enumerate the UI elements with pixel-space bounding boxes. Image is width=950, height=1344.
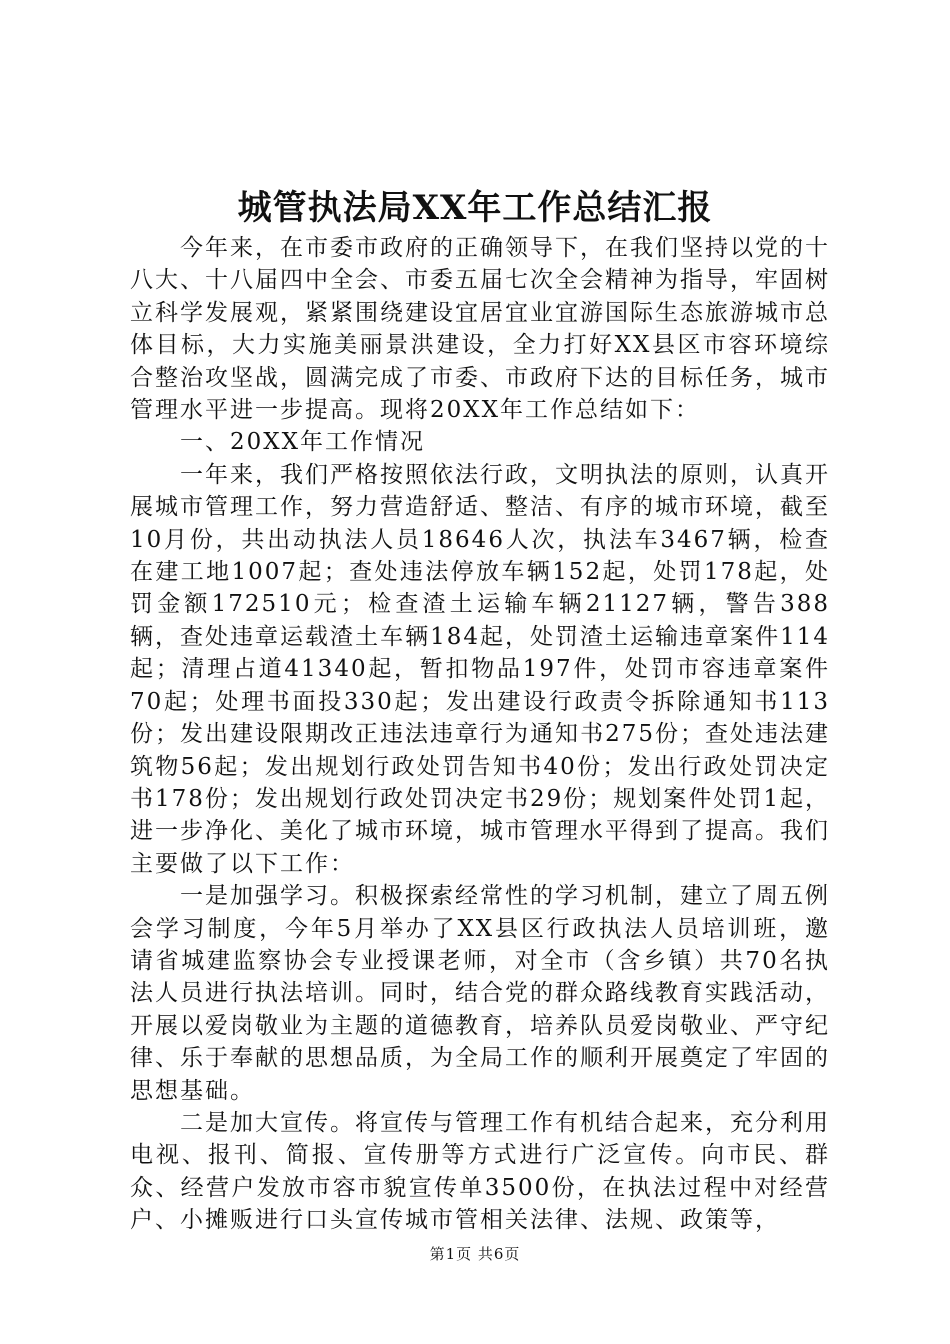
page-number-footer: 第1页 共6页 — [429, 1245, 521, 1263]
paragraph-study: 一是加强学习。积极探索经常性的学习机制，建立了周五例会学习制度，今年5月举办了XX县区行政执法人员培训班，邀请省城建监察协会专业授课老师，对全市（含乡镇）共70名执法人员进行执法培训。同时，结合党的群众路线教育实践活动，开展以爱岗敬业为主题的道德教育，培养队员爱岗敬业、严守纪律、乐于奉献的思想品质，为全局工作的顺利开展奠定了牢固的思想基础。 — [130, 883, 830, 1104]
paragraph-publicity: 二是加大宣传。将宣传与管理工作有机结合起来，充分利用电视、报刊、简报、宣传册等方式进行广泛宣传。向市民、群众、经营户发放市容市貌宣传单3500份，在执法过程中对经营户、小摊贩进行口头宣传城市管相关法律、法规、政策等， — [130, 1109, 830, 1234]
paragraph-intro: 今年来，在市委市政府的正确领导下，在我们坚持以党的十八大、十八届四中全会、市委五届七次全会精神为指导，牢固树立科学发展观，紧紧围绕建设宜居宜业宜游国际生态旅游城市总体目标，大力实施美丽景洪建设，全力打好XX县区市容环境综合整治攻坚战，圆满完成了市委、市政府下达的目标任务，城市管理水平进一步提高。现将20XX年工作总结如下： — [130, 235, 830, 424]
paragraph-statistics: 一年来，我们严格按照依法行政，文明执法的原则，认真开展城市管理工作，努力营造舒适、整洁、有序的城市环境，截至10月份，共出动执法人员18646人次，执法车3467辆，检查在建工地1007起；查处违法停放车辆152起，处罚178起，处罚金额172510元；检查渣土运输车辆21127辆，警告388辆，查处违章运载渣土车辆184起，处罚渣土运输违章案件114起；清理占道41340起，暂扣物品197件，处罚市容违章案件70起；处理书面投330起；发出建设行政责令拆除通知书113份；发出建设限期改正违法违章行为通知书275份；查处违法建筑物56起；发出规划行政处罚告知书40份；发出行政处罚决定书178份；发出规划行政处罚决定书29份；规划案件处罚1起，进一步净化、美化了城市环境，城市管理水平得到了提高。我们主要做了以下工作： — [130, 461, 830, 877]
document-title: 城管执法局XX年工作总结汇报 — [237, 188, 713, 228]
document-body — [130, 232, 830, 1237]
section-heading: 一、20XX年工作情况 — [180, 429, 426, 456]
